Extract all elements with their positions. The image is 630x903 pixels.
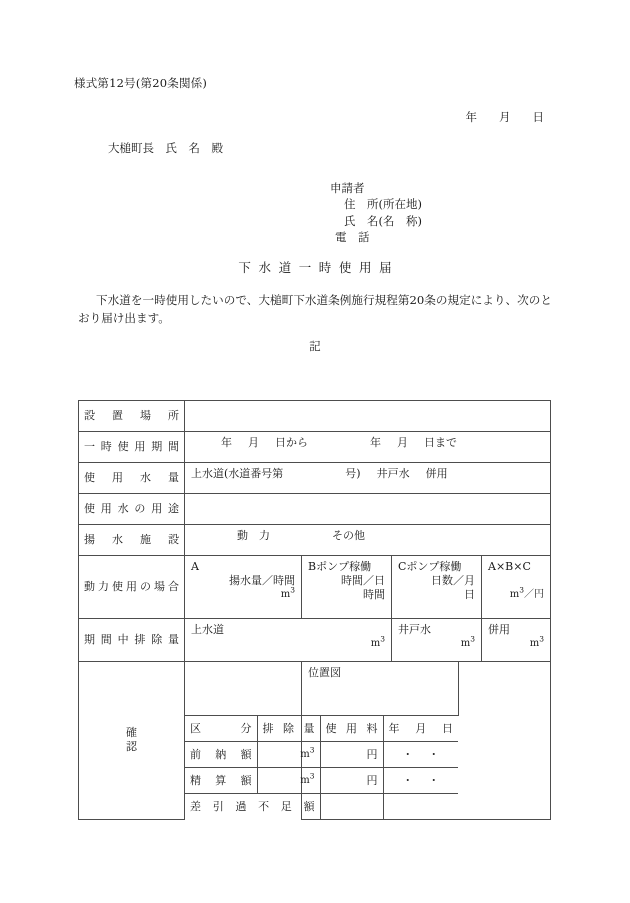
field-period[interactable] xyxy=(185,432,551,463)
field-power-b[interactable] xyxy=(302,556,392,619)
power-b-unit: 時間 xyxy=(363,588,385,601)
label-pump-facility: 揚水施設 xyxy=(79,525,185,556)
settlement-header-division: 区分 xyxy=(185,716,257,742)
label-confirm: 確 認 xyxy=(79,662,185,820)
field-adjusted-date[interactable]: ・ ・ xyxy=(383,768,458,794)
option-other[interactable]: その他 xyxy=(332,529,365,542)
form-table-wrapper xyxy=(78,400,550,820)
power-a-unit: $m^3$ xyxy=(280,585,295,600)
power-c-unit: 日 xyxy=(464,588,475,601)
date-year: 年 xyxy=(465,110,477,124)
table-row-period xyxy=(79,432,551,463)
power-b-code: Bポンプ稼働 xyxy=(308,560,372,573)
table-row-install-place xyxy=(79,401,551,432)
label-water-use: 使用水の用途 xyxy=(79,494,185,525)
discharge-well-unit: $m^3$ xyxy=(460,634,475,649)
table-row-water-volume xyxy=(79,463,551,494)
applicant-heading: 申請者 xyxy=(330,181,365,195)
field-pump-facility[interactable] xyxy=(185,525,551,556)
period-from-day: 日から xyxy=(275,436,308,449)
label-install-place: 設置場所 xyxy=(79,401,185,432)
period-to-day: 日まで xyxy=(424,436,457,449)
ki-mark: 記 xyxy=(309,339,321,353)
power-product-unit: $m^3/$円 xyxy=(509,585,544,600)
field-power-c[interactable] xyxy=(392,556,482,619)
period-to-month: 月 xyxy=(397,436,408,449)
table-row-power-usage xyxy=(79,556,551,619)
power-a-title: 揚水量／時間 xyxy=(229,574,295,587)
form-number: 様式第12号(第20条関係) xyxy=(74,76,208,90)
field-discharge-tap[interactable] xyxy=(185,619,392,662)
well-water-option[interactable]: 井戸水 xyxy=(376,467,410,480)
table-row-pump-facility xyxy=(79,525,551,556)
field-water-use[interactable] xyxy=(185,494,551,525)
field-power-product[interactable] xyxy=(482,556,551,619)
power-c-code: Cポンプ稼働 xyxy=(398,560,462,573)
table-row-water-use xyxy=(79,494,551,525)
label-water-volume: 使用水量 xyxy=(79,463,185,494)
option-power[interactable]: 動 力 xyxy=(237,529,270,542)
table-row-discharge xyxy=(79,619,551,662)
field-prepaid-volume[interactable]: $m^3$ xyxy=(257,742,320,768)
discharge-combined-unit: $m^3$ xyxy=(529,634,544,649)
date-line xyxy=(0,109,630,125)
power-a-code: A xyxy=(191,560,199,573)
table-row-confirm xyxy=(79,662,551,820)
addressee: 大槌町長 氏 名 殿 xyxy=(108,141,223,155)
date-day: 日 xyxy=(532,110,544,124)
field-position-diagram[interactable] xyxy=(302,662,551,820)
settlement-label-adjusted: 精算額 xyxy=(185,768,257,794)
period-from-year: 年 xyxy=(221,436,232,449)
label-power-usage: 動力使用の場合 xyxy=(79,556,185,619)
discharge-combined-title: 併用 xyxy=(488,623,510,636)
date-month: 月 xyxy=(499,110,511,124)
power-product-code: A×B×C xyxy=(488,560,531,573)
body-paragraph: 下水道を一時使用したいので、大槌町下水道条例施行規程第20条の規定により、次のとおり届け出ます。 xyxy=(78,293,552,325)
settlement-header-fee: 使用料 xyxy=(320,716,383,742)
power-b-title: 時間／日 xyxy=(341,574,385,587)
discharge-tap-unit: $m^3$ xyxy=(370,634,385,649)
field-install-place[interactable] xyxy=(185,401,551,432)
applicant-phone-label: 電 話 xyxy=(335,229,370,244)
tap-water-label: 上水道(水道番号第 xyxy=(191,467,284,480)
settlement-label-prepaid: 前納額 xyxy=(185,742,257,768)
settlement-label-balance: 差引過不足額 xyxy=(185,794,320,820)
field-adjusted-fee[interactable]: 円 xyxy=(320,768,383,794)
power-c-title: 日数／月 xyxy=(431,574,475,587)
field-discharge-combined[interactable] xyxy=(482,619,551,662)
discharge-tap-title: 上水道 xyxy=(191,623,224,636)
discharge-well-title: 井戸水 xyxy=(398,623,431,636)
settlement-header-date: 年 月 日 xyxy=(383,716,458,742)
label-period: 一時使用期間 xyxy=(79,432,185,463)
form-table xyxy=(78,400,551,820)
field-adjusted-volume[interactable]: $m^3$ xyxy=(257,768,320,794)
field-power-a[interactable] xyxy=(185,556,302,619)
position-diagram-label: 位置図 xyxy=(308,666,341,679)
combined-option[interactable]: 併用 xyxy=(425,467,448,480)
applicant-block xyxy=(330,180,422,245)
document-title: 下水道一時使用届 xyxy=(238,260,400,275)
applicant-name-label: 氏 名(名 称) xyxy=(344,213,422,228)
period-to-year: 年 xyxy=(370,436,381,449)
water-number-suffix: 号) xyxy=(345,467,361,480)
label-discharge: 期間中排除量 xyxy=(79,619,185,662)
field-prepaid-fee[interactable]: 円 xyxy=(320,742,383,768)
field-water-volume[interactable] xyxy=(185,463,551,494)
period-from-month: 月 xyxy=(248,436,259,449)
applicant-address-label: 住 所(所在地) xyxy=(344,197,422,212)
settlement-header-volume: 排除量 xyxy=(257,716,320,742)
field-discharge-well[interactable] xyxy=(392,619,482,662)
field-prepaid-date[interactable]: ・ ・ xyxy=(383,742,458,768)
